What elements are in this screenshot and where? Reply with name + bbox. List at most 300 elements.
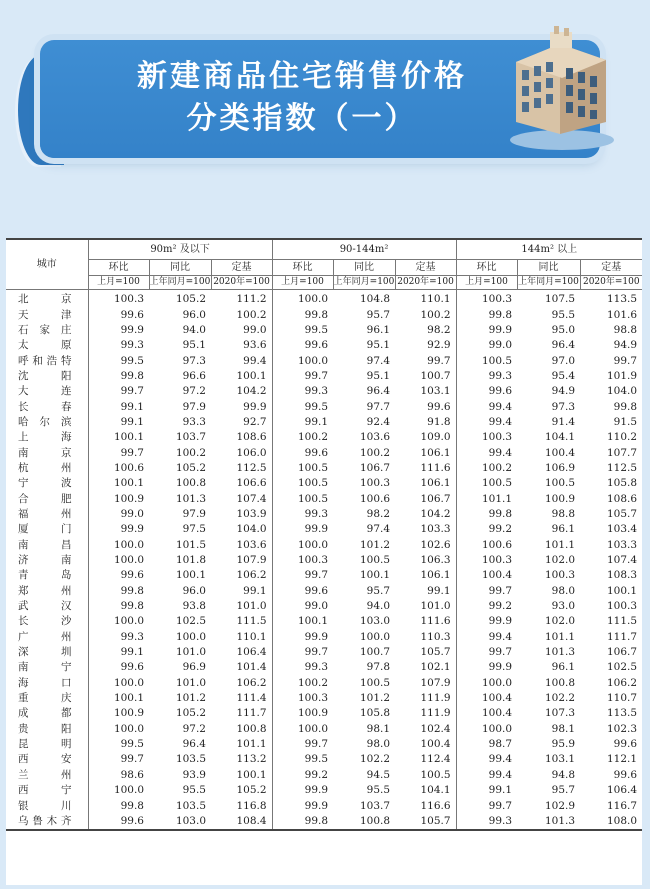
value-cell: 99.9 xyxy=(243,400,267,413)
table-row xyxy=(6,568,642,583)
value-cell: 105.2 xyxy=(175,707,206,720)
value-cell: 106.4 xyxy=(606,784,638,797)
city-cell: 北京 xyxy=(18,293,72,306)
value-cell: 111.4 xyxy=(236,692,267,705)
value-cell: 99.5 xyxy=(272,323,333,338)
value-cell: 100.0 xyxy=(88,538,149,553)
value-cell: 95.7 xyxy=(366,584,391,597)
value-cell: 98.7 xyxy=(456,737,517,752)
page-title-line1: 新建商品住宅销售价格 xyxy=(137,59,467,94)
value-cell: 104.2 xyxy=(420,507,451,520)
value-cell: 97.4 xyxy=(366,523,391,536)
value-cell: 96.4 xyxy=(366,385,391,398)
table-row xyxy=(6,645,642,660)
value-cell: 94.9 xyxy=(551,385,576,398)
table-row xyxy=(6,522,642,537)
value-cell: 100.1 xyxy=(236,369,267,382)
value-cell: 109.0 xyxy=(420,431,451,444)
value-cell: 99.7 xyxy=(272,737,333,752)
value-cell: 99.6 xyxy=(613,768,638,781)
value-cell: 99.3 xyxy=(88,630,149,645)
value-cell: 99.8 xyxy=(456,507,517,522)
value-cell: 92.7 xyxy=(243,415,267,428)
value-cell: 99.9 xyxy=(456,660,517,675)
value-cell: 99.5 xyxy=(88,737,149,752)
value-cell: 100.0 xyxy=(272,290,333,308)
base-header-cell: 上年同月=100 xyxy=(149,276,211,290)
group-header-medium: 90-144m² xyxy=(272,239,456,260)
subheader-cell: 同比 xyxy=(333,260,395,276)
value-cell: 99.2 xyxy=(456,522,517,537)
value-cell: 100.1 xyxy=(88,430,149,445)
value-cell: 99.1 xyxy=(243,584,267,597)
value-cell: 105.7 xyxy=(420,646,451,659)
value-cell: 100.3 xyxy=(544,569,576,582)
value-cell: 99.6 xyxy=(272,445,333,460)
value-cell: 95.0 xyxy=(551,323,576,336)
value-cell: 102.2 xyxy=(359,753,391,766)
page-title-line2: 分类指数（一） xyxy=(186,101,418,136)
value-cell: 116.7 xyxy=(606,799,638,812)
value-cell: 105.7 xyxy=(606,507,638,520)
value-cell: 96.0 xyxy=(182,584,206,597)
value-cell: 99.8 xyxy=(272,814,333,830)
value-cell: 100.0 xyxy=(272,538,333,553)
value-cell: 99.3 xyxy=(272,507,333,522)
table-row xyxy=(6,430,642,445)
value-cell: 96.6 xyxy=(182,369,206,382)
value-cell: 107.9 xyxy=(236,554,267,567)
table-row xyxy=(6,630,642,645)
value-cell: 99.2 xyxy=(456,599,517,614)
value-cell: 99.9 xyxy=(272,783,333,798)
value-cell: 99.0 xyxy=(243,323,267,336)
value-cell: 111.7 xyxy=(606,630,638,643)
value-cell: 95.7 xyxy=(551,784,576,797)
value-cell: 106.2 xyxy=(236,569,267,582)
city-cell: 青岛 xyxy=(18,569,72,582)
table-row xyxy=(6,614,642,629)
value-cell: 100.2 xyxy=(272,430,333,445)
value-cell: 99.9 xyxy=(456,323,517,338)
value-cell: 99.5 xyxy=(272,399,333,414)
value-cell: 100.5 xyxy=(272,461,333,476)
value-cell: 103.6 xyxy=(359,431,391,444)
city-cell: 厦门 xyxy=(18,523,72,536)
city-cell: 合肥 xyxy=(18,492,72,505)
value-cell: 111.5 xyxy=(606,615,638,628)
value-cell: 100.7 xyxy=(359,646,391,659)
city-cell: 大连 xyxy=(18,385,72,398)
table-row xyxy=(6,553,642,568)
value-cell: 98.2 xyxy=(366,507,391,520)
subheader-cell: 定基 xyxy=(395,260,456,276)
group-header-large: 144m² 以上 xyxy=(456,239,642,260)
value-cell: 100.1 xyxy=(236,768,267,781)
value-cell: 102.9 xyxy=(544,799,576,812)
value-cell: 105.8 xyxy=(606,477,638,490)
value-cell: 100.0 xyxy=(88,553,149,568)
city-column-header: 城市 xyxy=(6,239,88,290)
table-row xyxy=(6,676,642,691)
table-row xyxy=(6,323,642,338)
value-cell: 108.4 xyxy=(211,814,272,830)
value-cell: 99.8 xyxy=(88,798,149,813)
base-header-cell: 2020年=100 xyxy=(580,276,642,290)
value-cell: 100.2 xyxy=(272,676,333,691)
value-cell: 104.0 xyxy=(236,523,267,536)
value-cell: 103.3 xyxy=(606,538,638,551)
value-cell: 99.4 xyxy=(456,445,517,460)
city-cell: 西宁 xyxy=(18,784,72,797)
value-cell: 99.6 xyxy=(88,307,149,322)
value-cell: 99.6 xyxy=(88,660,149,675)
value-cell: 101.8 xyxy=(175,554,206,567)
value-cell: 103.0 xyxy=(149,814,211,830)
value-cell: 99.1 xyxy=(427,584,451,597)
value-cell: 111.7 xyxy=(236,707,267,720)
value-cell: 97.2 xyxy=(182,722,206,735)
value-cell: 108.3 xyxy=(606,569,638,582)
subheader-cell: 同比 xyxy=(517,260,580,276)
value-cell: 99.8 xyxy=(88,599,149,614)
value-cell: 106.1 xyxy=(420,569,451,582)
value-cell: 99.6 xyxy=(88,814,149,830)
value-cell: 99.7 xyxy=(88,752,149,767)
value-cell: 99.3 xyxy=(456,814,517,830)
value-cell: 110.3 xyxy=(420,630,451,643)
value-cell: 101.5 xyxy=(175,538,206,551)
value-cell: 99.3 xyxy=(456,369,517,384)
value-cell: 99.6 xyxy=(456,384,517,399)
value-cell: 99.5 xyxy=(88,353,149,368)
value-cell: 100.3 xyxy=(456,290,517,308)
value-cell: 101.0 xyxy=(175,646,206,659)
subheader-cell: 环比 xyxy=(456,260,517,276)
value-cell: 96.9 xyxy=(182,661,206,674)
value-cell: 106.2 xyxy=(236,676,267,689)
value-cell: 99.6 xyxy=(272,584,333,599)
value-cell: 97.3 xyxy=(182,354,206,367)
price-index-table-panel xyxy=(6,238,642,885)
value-cell: 99.7 xyxy=(272,568,333,583)
value-cell: 103.6 xyxy=(236,538,267,551)
value-cell: 99.0 xyxy=(456,338,517,353)
city-cell: 福州 xyxy=(18,507,72,520)
value-cell: 100.8 xyxy=(175,477,206,490)
value-cell: 107.9 xyxy=(420,676,451,689)
value-cell: 102.5 xyxy=(175,615,206,628)
value-cell: 100.2 xyxy=(420,308,451,321)
city-cell: 哈尔滨 xyxy=(18,415,72,428)
subheader-cell: 定基 xyxy=(211,260,272,276)
value-cell: 100.5 xyxy=(359,676,391,689)
value-cell: 92.4 xyxy=(366,415,391,428)
value-cell: 106.7 xyxy=(420,492,451,505)
value-cell: 91.8 xyxy=(427,415,451,428)
value-cell: 108.0 xyxy=(580,814,642,830)
table-row xyxy=(6,399,642,414)
city-cell: 济南 xyxy=(18,554,72,567)
table-row xyxy=(6,369,642,384)
value-cell: 98.1 xyxy=(551,722,576,735)
header-banner xyxy=(0,0,650,230)
value-cell: 99.4 xyxy=(456,630,517,645)
city-cell: 深圳 xyxy=(18,646,72,659)
value-cell: 100.0 xyxy=(272,353,333,368)
value-cell: 95.9 xyxy=(551,738,576,751)
value-cell: 96.1 xyxy=(551,661,576,674)
value-cell: 100.1 xyxy=(606,584,638,597)
value-cell: 102.2 xyxy=(544,692,576,705)
value-cell: 104.8 xyxy=(359,293,391,306)
building-icon xyxy=(502,22,620,152)
value-cell: 100.3 xyxy=(272,691,333,706)
value-cell: 112.5 xyxy=(236,461,267,474)
value-cell: 99.7 xyxy=(613,354,638,367)
value-cell: 100.4 xyxy=(456,568,517,583)
value-cell: 102.3 xyxy=(606,722,638,735)
value-cell: 100.1 xyxy=(175,569,206,582)
value-cell: 100.8 xyxy=(236,722,267,735)
value-cell: 99.1 xyxy=(88,399,149,414)
city-cell: 宁波 xyxy=(18,477,72,490)
value-cell: 99.8 xyxy=(272,307,333,322)
value-cell: 111.9 xyxy=(420,692,451,705)
city-cell: 武汉 xyxy=(18,600,72,613)
table-row xyxy=(6,768,642,783)
value-cell: 112.5 xyxy=(606,461,638,474)
value-cell: 100.3 xyxy=(359,477,391,490)
value-cell: 101.1 xyxy=(236,738,267,751)
city-cell: 银川 xyxy=(18,799,72,812)
value-cell: 100.6 xyxy=(456,538,517,553)
table-row xyxy=(6,752,642,767)
value-cell: 95.5 xyxy=(366,784,391,797)
value-cell: 103.1 xyxy=(544,753,576,766)
value-cell: 100.5 xyxy=(272,476,333,491)
value-cell: 99.0 xyxy=(88,507,149,522)
value-cell: 100.1 xyxy=(272,614,333,629)
table-row xyxy=(6,307,642,322)
value-cell: 100.2 xyxy=(359,446,391,459)
value-cell: 100.0 xyxy=(456,722,517,737)
city-cell: 长春 xyxy=(18,400,72,413)
value-cell: 100.0 xyxy=(359,630,391,643)
value-cell: 99.6 xyxy=(88,568,149,583)
value-cell: 101.0 xyxy=(236,600,267,613)
value-cell: 99.7 xyxy=(456,584,517,599)
value-cell: 110.7 xyxy=(606,692,638,705)
value-cell: 101.2 xyxy=(359,538,391,551)
value-cell: 99.3 xyxy=(272,660,333,675)
price-index-table xyxy=(6,238,642,831)
table-row xyxy=(6,814,642,830)
value-cell: 113.5 xyxy=(606,707,638,720)
value-cell: 100.1 xyxy=(88,476,149,491)
value-cell: 101.3 xyxy=(517,814,580,830)
value-cell: 111.6 xyxy=(420,615,451,628)
value-cell: 100.0 xyxy=(88,783,149,798)
value-cell: 99.4 xyxy=(456,752,517,767)
value-cell: 95.5 xyxy=(551,308,576,321)
value-cell: 98.8 xyxy=(551,507,576,520)
value-cell: 100.3 xyxy=(606,600,638,613)
value-cell: 102.1 xyxy=(420,661,451,674)
value-cell: 99.1 xyxy=(272,415,333,430)
value-cell: 99.9 xyxy=(88,323,149,338)
value-cell: 99.4 xyxy=(243,354,267,367)
value-cell: 99.9 xyxy=(272,630,333,645)
value-cell: 111.5 xyxy=(236,615,267,628)
value-cell: 107.7 xyxy=(606,446,638,459)
value-cell: 96.1 xyxy=(551,523,576,536)
value-cell: 105.2 xyxy=(236,784,267,797)
value-cell: 100.5 xyxy=(544,477,576,490)
base-header-cell: 上月=100 xyxy=(272,276,333,290)
value-cell: 101.0 xyxy=(175,676,206,689)
value-cell: 100.1 xyxy=(359,569,391,582)
city-cell: 乌鲁木齐 xyxy=(6,814,88,830)
value-cell: 99.6 xyxy=(427,400,451,413)
value-cell: 99.1 xyxy=(88,645,149,660)
value-cell: 111.6 xyxy=(420,461,451,474)
value-cell: 100.4 xyxy=(456,706,517,721)
value-cell: 99.3 xyxy=(88,338,149,353)
table-row xyxy=(6,737,642,752)
value-cell: 92.9 xyxy=(427,339,451,352)
value-cell: 94.0 xyxy=(182,323,206,336)
value-cell: 99.7 xyxy=(272,369,333,384)
table-row xyxy=(6,415,642,430)
value-cell: 95.7 xyxy=(366,308,391,321)
value-cell: 99.7 xyxy=(272,645,333,660)
value-cell: 110.1 xyxy=(236,630,267,643)
value-cell: 97.8 xyxy=(366,661,391,674)
city-cell: 海口 xyxy=(18,676,72,689)
value-cell: 106.7 xyxy=(606,646,638,659)
value-cell: 99.4 xyxy=(456,399,517,414)
value-cell: 100.3 xyxy=(88,290,149,308)
base-header-cell: 上月=100 xyxy=(456,276,517,290)
value-cell: 103.5 xyxy=(175,799,206,812)
value-cell: 99.9 xyxy=(88,522,149,537)
subheader-cell: 定基 xyxy=(580,260,642,276)
value-cell: 97.9 xyxy=(182,507,206,520)
table-row xyxy=(6,445,642,460)
value-cell: 100.0 xyxy=(175,630,206,643)
value-cell: 103.5 xyxy=(175,753,206,766)
value-cell: 93.6 xyxy=(243,339,267,352)
value-cell: 100.8 xyxy=(333,814,395,830)
value-cell: 99.6 xyxy=(272,338,333,353)
value-cell: 106.0 xyxy=(236,446,267,459)
table-row xyxy=(6,338,642,353)
city-cell: 昆明 xyxy=(18,738,72,751)
value-cell: 106.4 xyxy=(236,646,267,659)
city-cell: 兰州 xyxy=(18,768,72,781)
value-cell: 101.2 xyxy=(175,692,206,705)
value-cell: 106.3 xyxy=(420,554,451,567)
table-row xyxy=(6,290,642,308)
value-cell: 100.3 xyxy=(272,553,333,568)
value-cell: 111.2 xyxy=(236,293,267,306)
value-cell: 100.5 xyxy=(456,476,517,491)
value-cell: 93.8 xyxy=(182,600,206,613)
value-cell: 108.6 xyxy=(606,492,638,505)
value-cell: 103.1 xyxy=(420,385,451,398)
value-cell: 102.0 xyxy=(544,554,576,567)
value-cell: 98.0 xyxy=(366,738,391,751)
value-cell: 96.4 xyxy=(551,339,576,352)
table-row xyxy=(6,660,642,675)
value-cell: 99.7 xyxy=(88,384,149,399)
value-cell: 101.4 xyxy=(236,661,267,674)
value-cell: 105.7 xyxy=(395,814,456,830)
city-cell: 呼和浩特 xyxy=(18,354,72,367)
table-row xyxy=(6,461,642,476)
value-cell: 110.1 xyxy=(420,293,451,306)
table-row xyxy=(6,476,642,491)
value-cell: 97.5 xyxy=(182,523,206,536)
city-cell: 南京 xyxy=(18,446,72,459)
value-cell: 102.0 xyxy=(544,615,576,628)
subheader-cell: 环比 xyxy=(272,260,333,276)
value-cell: 99.4 xyxy=(456,768,517,783)
subheader-cell: 环比 xyxy=(88,260,149,276)
city-cell: 郑州 xyxy=(18,584,72,597)
value-cell: 100.5 xyxy=(272,491,333,506)
value-cell: 101.0 xyxy=(420,600,451,613)
value-cell: 99.7 xyxy=(88,445,149,460)
value-cell: 103.7 xyxy=(175,431,206,444)
value-cell: 100.4 xyxy=(420,738,451,751)
value-cell: 96.1 xyxy=(366,323,391,336)
value-cell: 100.6 xyxy=(88,461,149,476)
table-row xyxy=(6,491,642,506)
value-cell: 102.6 xyxy=(420,538,451,551)
city-cell: 成都 xyxy=(18,707,72,720)
value-cell: 107.5 xyxy=(544,293,576,306)
value-cell: 95.5 xyxy=(182,784,206,797)
city-cell: 南昌 xyxy=(18,538,72,551)
value-cell: 100.8 xyxy=(544,676,576,689)
city-cell: 杭州 xyxy=(18,461,72,474)
value-cell: 106.6 xyxy=(236,477,267,490)
table-row xyxy=(6,538,642,553)
value-cell: 100.5 xyxy=(420,768,451,781)
value-cell: 99.9 xyxy=(456,614,517,629)
table-row xyxy=(6,798,642,813)
value-cell: 99.9 xyxy=(272,522,333,537)
value-cell: 111.9 xyxy=(420,707,451,720)
value-cell: 105.2 xyxy=(175,461,206,474)
value-cell: 94.0 xyxy=(366,600,391,613)
value-cell: 97.2 xyxy=(182,385,206,398)
value-cell: 100.2 xyxy=(456,461,517,476)
city-cell: 天津 xyxy=(18,308,72,321)
value-cell: 116.8 xyxy=(236,799,267,812)
value-cell: 101.3 xyxy=(175,492,206,505)
value-cell: 116.6 xyxy=(420,799,451,812)
city-cell: 上海 xyxy=(18,431,72,444)
value-cell: 100.0 xyxy=(88,614,149,629)
value-cell: 91.4 xyxy=(551,415,576,428)
value-cell: 100.0 xyxy=(272,722,333,737)
value-cell: 107.4 xyxy=(606,554,638,567)
city-cell: 南宁 xyxy=(18,661,72,674)
value-cell: 97.0 xyxy=(551,354,576,367)
